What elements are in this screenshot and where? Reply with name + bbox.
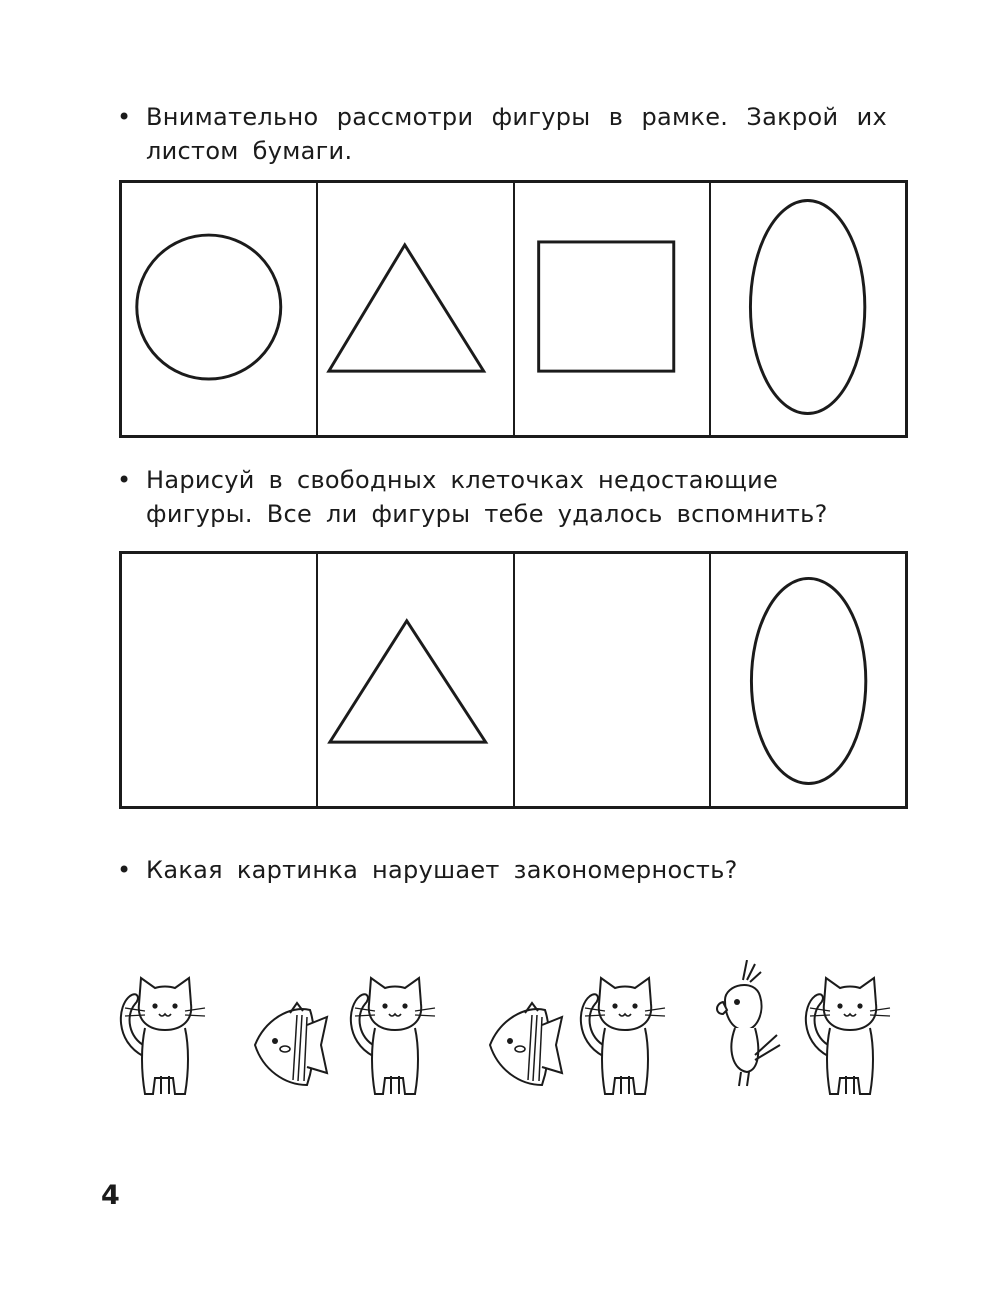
ellipse-shape [711, 554, 905, 806]
parrot-icon[interactable] [717, 960, 780, 1086]
cell-empty-1[interactable] [122, 554, 318, 806]
triangle-shape [318, 554, 512, 806]
cat-icon[interactable] [806, 978, 890, 1094]
task-1-line-1: Внимательно рассмотри фигуры в рамке. Закрой их [146, 103, 887, 131]
task-2-line-2: фигуры. Все ли фигуры тебе удалось вспомнить? [146, 500, 828, 528]
cell-triangle [318, 183, 514, 435]
shapes-frame-original [119, 180, 908, 438]
page-number: 4 [101, 1180, 120, 1211]
triangle-shape [318, 183, 512, 435]
task-3-line-1: Какая картинка нарушает закономерность? [146, 856, 738, 884]
picture-sequence [115, 960, 915, 1100]
cell-triangle [318, 554, 514, 806]
fish-icon[interactable] [490, 1003, 562, 1085]
bullet: • [117, 103, 132, 131]
shapes-frame-missing [119, 551, 908, 809]
circle-shape [122, 183, 316, 435]
task-1-line-2: листом бумаги. [146, 137, 353, 165]
cell-square [515, 183, 711, 435]
cat-icon[interactable] [121, 978, 205, 1094]
square-shape [515, 183, 709, 435]
task-3-instruction [117, 853, 887, 887]
cat-icon[interactable] [351, 978, 435, 1094]
cat-icon[interactable] [581, 978, 665, 1094]
bullet: • [117, 466, 132, 494]
task-2-line-1: Нарисуй в свободных клеточках недостающие [146, 466, 779, 494]
cell-ellipse [711, 183, 905, 435]
bullet: • [117, 856, 132, 884]
ellipse-shape [711, 183, 905, 435]
cell-circle [122, 183, 318, 435]
task-1-instruction [117, 100, 887, 168]
task-2-instruction [117, 463, 887, 531]
cell-ellipse [711, 554, 905, 806]
cell-empty-2[interactable] [515, 554, 711, 806]
fish-icon[interactable] [255, 1003, 327, 1085]
